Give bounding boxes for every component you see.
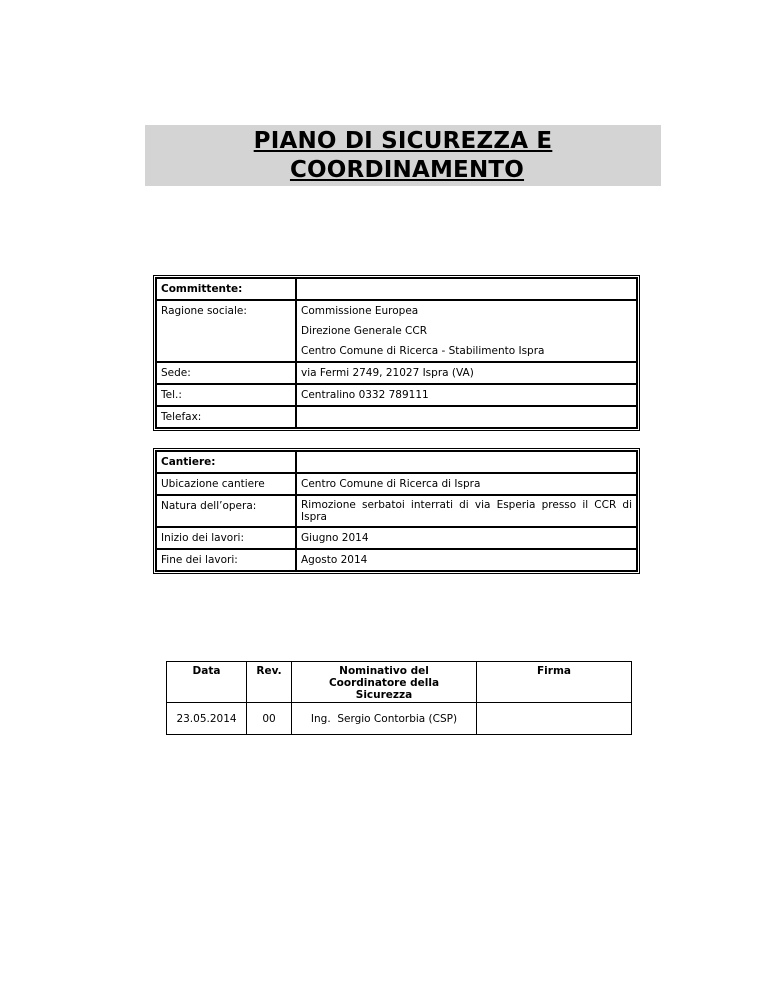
ragione-sociale-label-cont2 bbox=[156, 341, 296, 362]
ragione-sociale-line-3: Centro Comune di Ricerca - Stabilimento Ispra bbox=[296, 341, 637, 362]
firma-value bbox=[477, 703, 632, 735]
title-line-1: PIANO DI SICUREZZA E bbox=[253, 128, 553, 154]
ragione-sociale-label-cont bbox=[156, 321, 296, 341]
tel-value: Centralino 0332 789111 bbox=[296, 384, 637, 406]
cantiere-header-empty bbox=[296, 451, 637, 473]
rev-header: Rev. bbox=[247, 662, 292, 703]
fine-label: Fine dei lavori: bbox=[156, 549, 296, 571]
firma-header: Firma bbox=[477, 662, 632, 703]
nominativo-value: Ing. Sergio Contorbia (CSP) bbox=[292, 703, 477, 735]
telefax-value bbox=[296, 406, 637, 428]
document-title bbox=[145, 125, 661, 186]
nominativo-header: Nominativo del Coordinatore della Sicurezza bbox=[292, 662, 477, 703]
title-line-2: COORDINAMENTO bbox=[289, 157, 525, 183]
sede-value: via Fermi 2749, 21027 Ispra (VA) bbox=[296, 362, 637, 384]
natura-value: Rimozione serbatoi interrati di via Esperia presso il CCR di Ispra bbox=[296, 495, 637, 527]
telefax-label: Telefax: bbox=[156, 406, 296, 428]
inizio-label: Inizio dei lavori: bbox=[156, 527, 296, 549]
inizio-value: Giugno 2014 bbox=[296, 527, 637, 549]
ragione-sociale-line-2: Direzione Generale CCR bbox=[296, 321, 637, 341]
ragione-sociale-line-1: Commissione Europea bbox=[296, 300, 637, 321]
ragione-sociale-label: Ragione sociale: bbox=[156, 300, 296, 321]
rev-value: 00 bbox=[247, 703, 292, 735]
sede-label: Sede: bbox=[156, 362, 296, 384]
committente-table bbox=[155, 277, 638, 429]
committente-header: Committente: bbox=[156, 278, 296, 300]
signature-table bbox=[166, 661, 632, 735]
data-header: Data bbox=[167, 662, 247, 703]
cantiere-table bbox=[155, 450, 638, 572]
tel-label: Tel.: bbox=[156, 384, 296, 406]
data-value: 23.05.2014 bbox=[167, 703, 247, 735]
committente-header-empty bbox=[296, 278, 637, 300]
ubicazione-value: Centro Comune di Ricerca di Ispra bbox=[296, 473, 637, 495]
cantiere-header: Cantiere: bbox=[156, 451, 296, 473]
natura-label: Natura dell’opera: bbox=[156, 495, 296, 527]
ubicazione-label: Ubicazione cantiere bbox=[156, 473, 296, 495]
fine-value: Agosto 2014 bbox=[296, 549, 637, 571]
